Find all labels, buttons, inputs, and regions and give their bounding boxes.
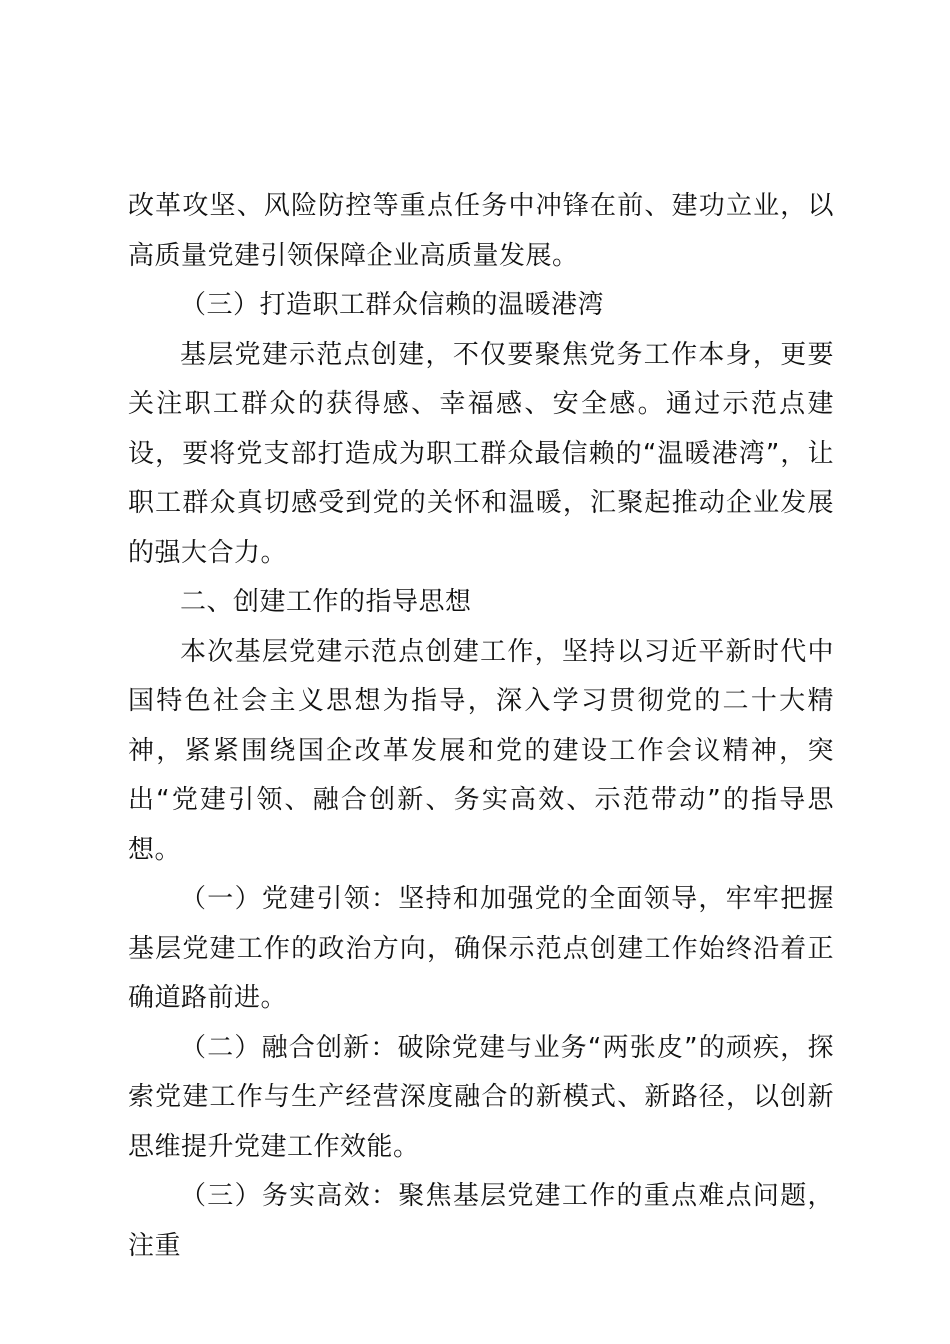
paragraph: 本次基层党建示范点创建工作，坚持以习近平新时代中国特色社会主义思想为指导，深入学习贯彻党的二十大精神，紧紧围绕国企改革发展和党的建设工作会议精神，突出“党建引领、融合创新、务实高效、示范带动”的指导思想。 <box>128 636 834 865</box>
section-heading-2: 二、创建工作的指导思想 <box>180 587 472 617</box>
paragraph: 基层党建示范点创建，不仅要聚焦党务工作本身，更要关注职工群众的获得感、幸福感、安全感。通过示范点建设，要将党支部打造成为职工群众最信赖的“温暖港湾”，让职工群众真切感受到党的关怀和温暖，汇聚起推动企业发展的强大合力。 <box>128 339 834 568</box>
list-item-3: （三）务实高效：聚焦基层党建工作的重点难点问题，注重 <box>128 1181 834 1261</box>
document-body <box>128 182 834 1271</box>
section-heading-3: （三）打造职工群众信赖的温暖港湾 <box>180 290 605 320</box>
list-item-1: （一）党建引领：坚持和加强党的全面领导，牢牢把握基层党建工作的政治方向，确保示范点创建工作始终沿着正确道路前进。 <box>128 884 834 1013</box>
list-item-2: （二）融合创新：破除党建与业务“两张皮”的顽疾，探索党建工作与生产经营深度融合的新模式、新路径，以创新思维提升党建工作效能。 <box>128 1032 834 1162</box>
paragraph-continuation: 改革攻坚、风险防控等重点任务中冲锋在前、建功立业，以高质量党建引领保障企业高质量发展。 <box>128 191 834 271</box>
